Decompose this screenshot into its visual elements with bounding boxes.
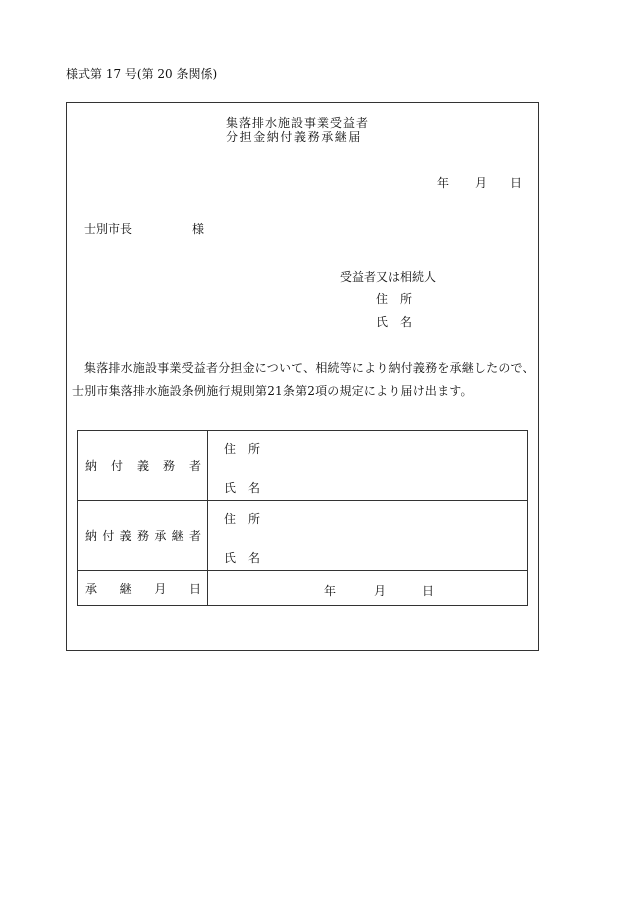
label-char: 納 (85, 459, 98, 473)
succession-date-label-cell (78, 571, 208, 606)
applicant-heading: 受益者又は相続人 (340, 270, 437, 284)
successor-label (78, 527, 207, 544)
date-month-label: 月 (475, 176, 488, 190)
obligation-table (77, 430, 528, 606)
addressee: 士別市長 (84, 222, 133, 236)
label-char: 務 (162, 459, 175, 473)
label-char: 付 (102, 529, 115, 543)
label-char: 納 (85, 529, 98, 543)
table-row (78, 571, 528, 606)
label-char: 義 (136, 459, 149, 473)
label-char: 者 (188, 459, 201, 473)
obligor-label (78, 457, 207, 474)
label-char: 継 (119, 581, 132, 596)
form-title-line2: 分担金納付義務承継届 (226, 130, 363, 144)
label-char: 日 (188, 581, 201, 596)
succession-year-label: 年 (324, 584, 337, 598)
table-row (78, 501, 528, 571)
label-char: 継 (171, 529, 184, 543)
applicant-address-label: 住 所 (376, 292, 413, 306)
form-title-line1: 集落排水施設事業受益者 (226, 116, 370, 130)
successor-name-label: 氏 名 (224, 551, 261, 565)
label-char: 月 (154, 581, 167, 596)
body-text-line2: 士別市集落排水施設条例施行規則第21条第2項の規定により届け出ます。 (72, 384, 473, 398)
succession-month-label: 月 (374, 584, 387, 598)
succession-day-label: 日 (422, 584, 435, 598)
applicant-name-label: 氏 名 (376, 315, 413, 329)
obligor-name-label: 氏 名 (224, 481, 261, 495)
succession-date-cell (208, 571, 528, 606)
honorific: 様 (192, 222, 205, 236)
obligor-label-cell (78, 431, 208, 501)
date-year-label: 年 (437, 176, 450, 190)
successor-address-label: 住 所 (224, 512, 261, 526)
label-char: 承 (154, 529, 167, 543)
label-char: 承 (85, 581, 98, 596)
successor-label-cell (78, 501, 208, 571)
label-char: 務 (136, 529, 149, 543)
obligor-address-label: 住 所 (224, 442, 261, 456)
label-char: 義 (119, 529, 132, 543)
table-row (78, 431, 528, 501)
form-number: 様式第 17 号(第 20 条関係) (66, 67, 218, 81)
label-char: 付 (110, 459, 123, 473)
date-day-label: 日 (510, 176, 523, 190)
succession-date-label (78, 580, 207, 597)
successor-info-cell (208, 501, 528, 571)
body-text-line1: 集落排水施設事業受益者分担金について、相続等により納付義務を承継したので、 (84, 361, 535, 375)
obligor-info-cell (208, 431, 528, 501)
label-char: 者 (188, 529, 201, 543)
